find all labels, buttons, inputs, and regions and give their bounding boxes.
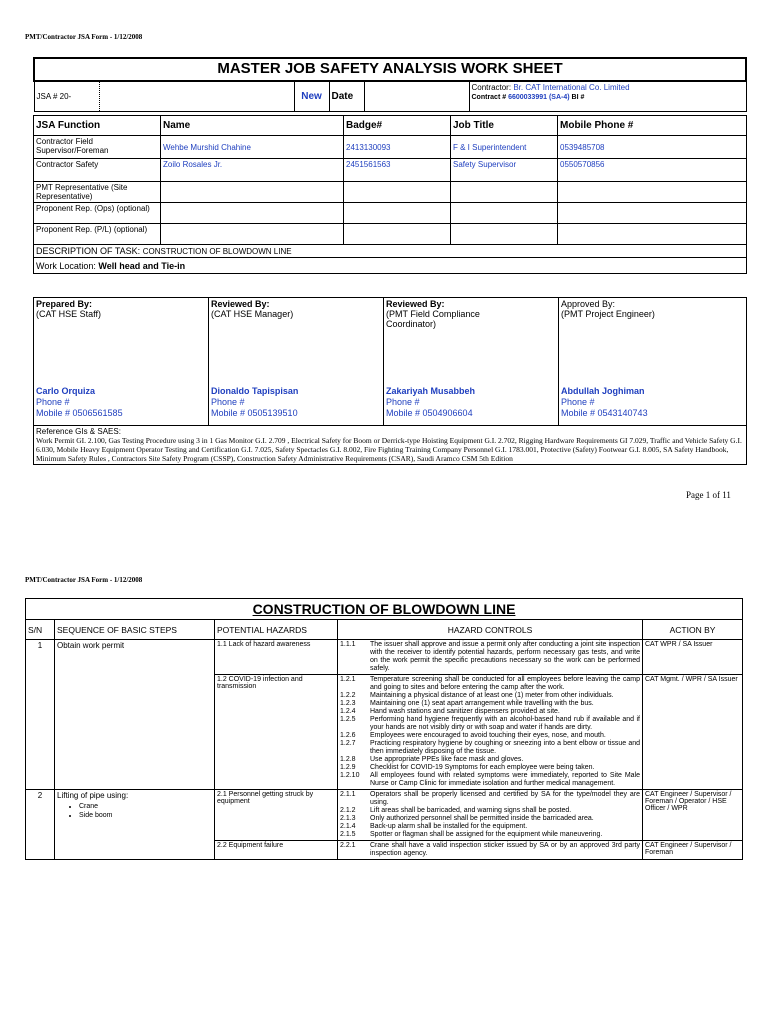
action-by: CAT Engineer / Supervisor / Foreman / Operator / HSE Officer / WPR (643, 790, 743, 841)
signer-role: (CAT HSE Staff) (36, 309, 102, 319)
control-number: 1.2.10 (340, 772, 360, 779)
bi-label: BI # (571, 94, 585, 101)
control-number: 1.2.8 (340, 756, 356, 763)
form-header-tag: PMT/Contractor JSA Form - 1/12/2008 (25, 33, 143, 41)
row-phone: 0539485708 (558, 136, 747, 159)
control-text: Back-up alarm shall be installed for the equipment. (370, 823, 528, 830)
jsa-steps-table (25, 598, 743, 860)
col-job-title: Job Title (451, 116, 558, 136)
signoff-prepared (34, 298, 209, 426)
signer-phone: Phone # (211, 397, 245, 407)
step-description (55, 790, 215, 860)
step-sn: 2 (26, 790, 55, 860)
col-controls: HAZARD CONTROLS (338, 620, 643, 640)
controls-list (338, 640, 643, 675)
signer-mobile: Mobile # 0506561585 (36, 408, 123, 418)
control-text: All employees found with related symptoms were immediately, reported to Site Male Nurse or Camp Clinic for immediate isolation and further medical management. (370, 772, 640, 787)
signoff-reviewed-hse (209, 298, 384, 426)
row-function: Contractor Field Supervisor/Foreman (34, 136, 161, 159)
control-text: Operators shall be properly licensed and certified by SA for the type/model they are using. (370, 791, 640, 806)
signer-label: Reviewed By: (211, 299, 270, 309)
date-label: Date (329, 81, 364, 111)
table-row (34, 224, 747, 245)
row-phone[interactable] (558, 203, 747, 224)
action-by: CAT Engineer / Supervisor / Foreman (643, 841, 743, 860)
control-text: Only authorized personnel shall be permitted inside the barricaded area. (370, 815, 594, 822)
row-phone[interactable] (558, 224, 747, 245)
control-number: 1.2.9 (340, 764, 356, 771)
row-phone[interactable] (558, 182, 747, 203)
control-number: 1.2.6 (340, 732, 356, 739)
row-badge[interactable] (344, 224, 451, 245)
reference-label: Reference GIs & SAES: (36, 427, 121, 436)
row-badge[interactable] (344, 182, 451, 203)
control-number: 2.1.1 (340, 791, 356, 798)
signer-phone: Phone # (561, 397, 595, 407)
signer-label: Reviewed By: (386, 299, 445, 309)
new-flag: New (294, 81, 329, 111)
control-text: Spotter or flagman shall be assigned for the equipment while maneuvering. (370, 831, 603, 838)
col-sn: S/N (26, 620, 55, 640)
row-name: Zoilo Rosales Jr. (161, 159, 344, 182)
signer-role: (PMT Field Compliance Coordinator) (386, 309, 480, 329)
table-row (34, 182, 747, 203)
control-number: 2.1.3 (340, 815, 356, 822)
page-number: Page 1 of 11 (686, 490, 731, 500)
row-function: Proponent Rep. (P/L) (optional) (34, 224, 161, 245)
control-text: The issuer shall approve and issue a permit only after conducting a joint site inspection with the receiver to identify potential hazards, perform necessary gas tests, and write on the work permit the specific precautions necessary so the work can be performed safely. (370, 641, 640, 672)
row-badge[interactable] (344, 203, 451, 224)
contract-label: Contract # (471, 94, 507, 101)
row-title: F & I Superintendent (451, 136, 558, 159)
row-title[interactable] (451, 224, 558, 245)
signoff-table (33, 297, 747, 465)
control-text: Use appropriate PPEs like face mask and gloves. (370, 756, 524, 763)
jsa-number-label: JSA # 20- (34, 81, 99, 111)
step-sn: 1 (26, 640, 55, 790)
control-number: 2.1.2 (340, 807, 356, 814)
row-badge: 2451561563 (344, 159, 451, 182)
row-title[interactable] (451, 182, 558, 203)
row-name[interactable] (161, 224, 344, 245)
signer-mobile: Mobile # 0505139510 (211, 408, 298, 418)
location-value: Well head and Tie-in (98, 260, 186, 271)
row-badge: 2413130093 (344, 136, 451, 159)
reference-text: Work Permit GI. 2.100, Gas Testing Procedure using 3 in 1 Gas Monitor G.I. 2.709 , Electrical Safety for Boom or Derrick-type Hoisting Equipment G.I. 2.702, Rigging Hardware Requirements GI 7.029, Traffic and Vehicle Safety G.I. 6.030, Mobile Heavy Equipment Operator Testing and Certification G.I. 7.025, Safety Spectacles G.I. 8.002, Fire Fighting Training Company Personnel G.I. 1783.001, Protective (Safety) Footwear G.I. 8.005, SA Safety Handbook, Minimum Safety Rules , Contractors Site Safety Program (CSSP), Construction Safety Administrative Requirements (CSAR), Saudi Aramco CSM 5th Edition (36, 436, 742, 463)
control-text: Performing hand hygiene frequently with an alcohol-based hand rub if available and if your hands are not visibly dirty or with soap and water if hands are dirty. (370, 716, 640, 731)
task-value: CONSTRUCTION OF BLOWDOWN LINE (142, 247, 292, 256)
row-name[interactable] (161, 182, 344, 203)
signer-label: Approved By: (561, 299, 616, 309)
signer-role: (PMT Project Engineer) (561, 309, 655, 319)
control-number: 1.2.7 (340, 740, 356, 747)
control-number: 2.2.1 (340, 842, 356, 849)
step-description: Obtain work permit (55, 640, 215, 790)
location-label: Work Location: (36, 260, 96, 271)
signer-phone: Phone # (386, 397, 420, 407)
row-title[interactable] (451, 203, 558, 224)
control-text: Hand wash stations and sanitizer dispensers provided at site. (370, 708, 560, 715)
action-by: CAT WPR / SA Issuer (643, 640, 743, 675)
contractor-value: Br. CAT International Co. Limited (513, 83, 630, 92)
control-text: Maintaining a physical distance of at least one (1) meter from other individuals. (370, 692, 614, 699)
task-label: DESCRIPTION OF TASK: (36, 246, 141, 256)
signer-phone: Phone # (36, 397, 70, 407)
signer-mobile: Mobile # 0504906604 (386, 408, 473, 418)
table-row (34, 203, 747, 224)
list-item: • Side boom (79, 811, 212, 820)
col-badge: Badge# (344, 116, 451, 136)
signer-label: Prepared By: (36, 299, 93, 309)
control-number: 2.1.5 (340, 831, 356, 838)
sheet-title: MASTER JOB SAFETY ANALYSIS WORK SHEET (34, 58, 746, 81)
list-item: • Crane (79, 802, 212, 811)
control-number: 1.1.1 (340, 641, 356, 648)
step-text: Lifting of pipe using: (57, 791, 129, 800)
hazard: 1.2 COVID-19 infection and transmission (215, 675, 338, 790)
signer-mobile: Mobile # 0543140743 (561, 408, 648, 418)
control-number: 1.2.4 (340, 708, 356, 715)
control-text: Practicing respiratory hygiene by coughing or sneezing into a bent elbow or tissue and then immediately disposing of the tissue. (370, 740, 640, 755)
signer-name: Abdullah Joghiman (561, 386, 645, 396)
signoff-reviewed-pmt (384, 298, 559, 426)
steps-title: CONSTRUCTION OF BLOWDOWN LINE (26, 599, 743, 620)
row-function: Proponent Rep. (Ops) (optional) (34, 203, 161, 224)
controls-list (338, 841, 643, 860)
hazard: 2.2 Equipment failure (215, 841, 338, 860)
date-field[interactable] (364, 81, 469, 111)
table-row (26, 790, 743, 841)
row-name: Wehbe Murshid Chahine (161, 136, 344, 159)
table-row (34, 159, 747, 182)
control-text: Crane shall have a valid inspection sticker issued by SA or by an approved 3rd party inspection agency. (370, 842, 640, 857)
hazard: 1.1 Lack of hazard awareness (215, 640, 338, 675)
row-function: PMT Representative (Site Representative) (34, 182, 161, 203)
controls-list (338, 790, 643, 841)
signoff-approved (559, 298, 747, 426)
col-steps: SEQUENCE OF BASIC STEPS (55, 620, 215, 640)
control-number: 1.2.3 (340, 700, 356, 707)
contractor-label: Contractor: (471, 83, 512, 92)
control-number: 1.2.1 (340, 676, 356, 683)
col-action-by: ACTION BY (643, 620, 743, 640)
control-number: 1.2.5 (340, 716, 356, 723)
personnel-table (33, 115, 747, 274)
control-number: 1.2.2 (340, 692, 356, 699)
row-name[interactable] (161, 203, 344, 224)
jsa-header-table (33, 57, 747, 112)
controls-list (338, 675, 643, 790)
table-row (34, 136, 747, 159)
col-name: Name (161, 116, 344, 136)
col-hazards: POTENTIAL HAZARDS (215, 620, 338, 640)
form-header-tag-2: PMT/Contractor JSA Form - 1/12/2008 (25, 576, 143, 584)
row-function: Contractor Safety (34, 159, 161, 182)
signer-name: Zakariyah Musabbeh (386, 386, 476, 396)
signer-name: Carlo Orquiza (36, 386, 96, 396)
step-bullets (67, 802, 212, 820)
col-mobile-phone: Mobile Phone # (558, 116, 747, 136)
control-text: Checklist for COVID-19 Symptoms for each employee were being taken. (370, 764, 595, 771)
jsa-number-field[interactable] (99, 81, 294, 111)
control-text: Maintaining one (1) seat apart arrangement while travelling with the bus. (370, 700, 594, 707)
row-phone: 0550570856 (558, 159, 747, 182)
signer-name: Dionaldo Tapispisan (211, 386, 299, 396)
contract-value: 6600033991 (SA-4) (508, 94, 570, 101)
control-number: 2.1.4 (340, 823, 356, 830)
hazard: 2.1 Personnel getting struck by equipment (215, 790, 338, 841)
signer-role: (CAT HSE Manager) (211, 309, 294, 319)
action-by: CAT Mgmt. / WPR / SA Issuer (643, 675, 743, 790)
table-row (26, 640, 743, 675)
col-jsa-function: JSA Function (34, 116, 161, 136)
control-text: Lift areas shall be barricaded, and warning signs shall be posted. (370, 807, 572, 814)
control-text: Employees were encouraged to avoid touching their eyes, nose, and mouth. (370, 732, 606, 739)
row-title: Safety Supervisor (451, 159, 558, 182)
control-text: Temperature screening shall be conducted for all employees before leaving the camp and going to sites and before entering the camp after the work. (370, 676, 640, 691)
